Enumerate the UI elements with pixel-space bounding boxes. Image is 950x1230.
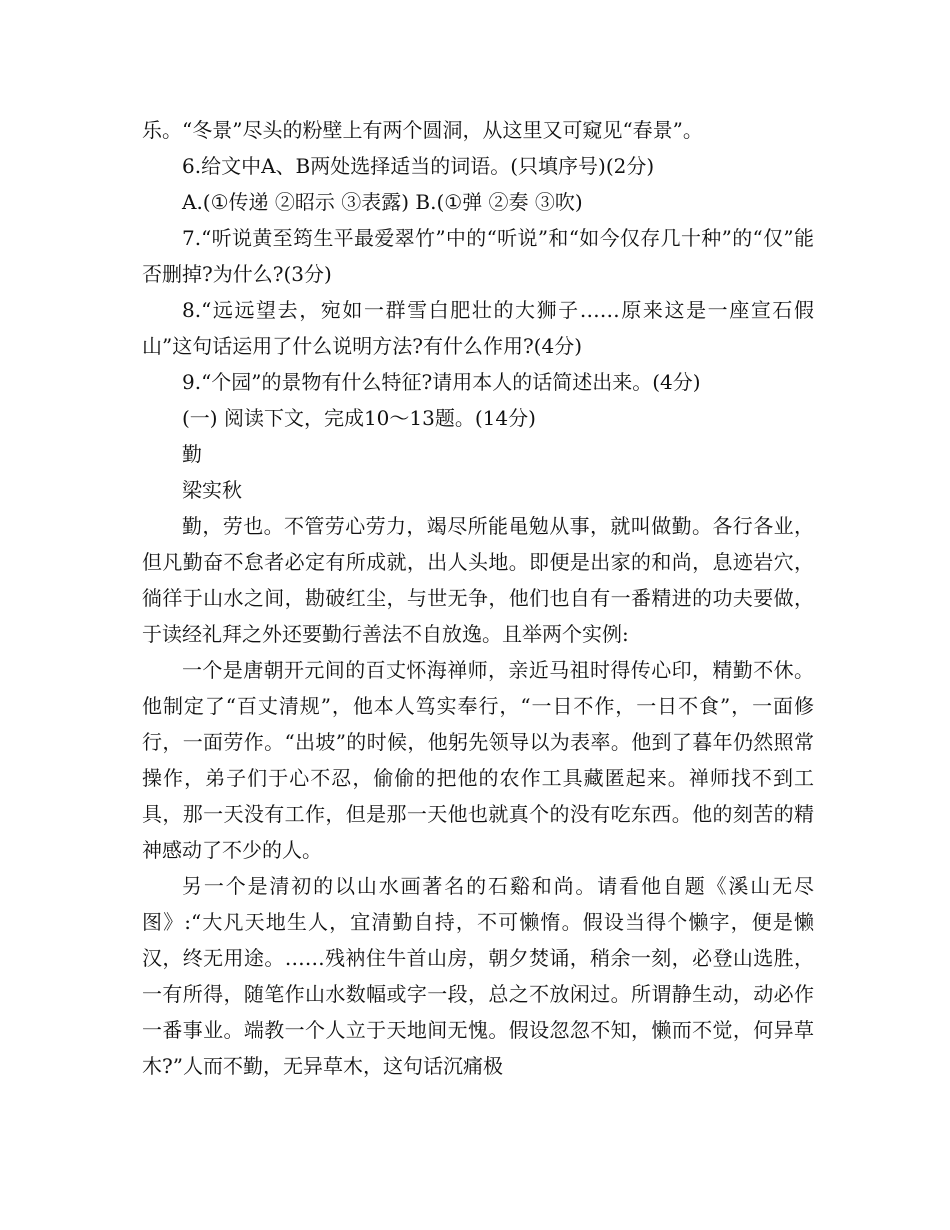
document-body — [142, 112, 814, 1084]
question-9: 9.“个园”的景物有什么特征?请用本人的话简述出来。(4分) — [182, 370, 701, 394]
question-6: 6.给文中A、B两处选择适当的词语。(只填序号)(2分) — [182, 154, 655, 178]
article-title: 勤 — [182, 442, 202, 466]
section-instruction: (一) 阅读下文，完成10～13题。(14分) — [182, 406, 536, 430]
paragraph-continuation: 乐。“冬景”尽头的粉壁上有两个圆洞，从这里又可窥见“春景”。 — [142, 118, 703, 142]
question-8: 8.“远远望去，宛如一群雪白肥壮的大狮子……原来这是一座宣石假山”这句话运用了什么说明方法?有什么作用?(4分) — [142, 298, 814, 358]
question-6-options: A.(①传递 ②昭示 ③表露) B.(①弹 ②奏 ③吹) — [182, 190, 583, 214]
article-paragraph-1: 勤，劳也。不管劳心劳力，竭尽所能黾勉从事，就叫做勤。各行各业，但凡勤奋不怠者必定有所成就，出人头地。即便是出家的和尚，息迹岩穴，徜徉于山水之间，勘破红尘，与世无争，他们也自有一番精进的功夫要做，于读经礼拜之外还要勤行善法不自放逸。且举两个实例: — [142, 514, 814, 646]
article-paragraph-2: 一个是唐朝开元间的百丈怀海禅师，亲近马祖时得传心印，精勤不休。他制定了“百丈清规”，他本人笃实奉行，“一日不作，一日不食”，一面修行，一面劳作。“出坡”的时候，他躬先领导以为表率。他到了暮年仍然照常操作，弟子们于心不忍，偷偷的把他的农作工具藏匿起来。禅师找不到工具，那一天没有工作，但是那一天他也就真个的没有吃东西。他的刻苦的精神感动了不少的人。 — [142, 658, 814, 862]
question-7: 7.“听说黄至筠生平最爱翠竹”中的“听说”和“如今仅存几十种”的“仅”能否删掉?为什么?(3分) — [142, 226, 814, 286]
article-paragraph-3: 另一个是清初的以山水画著名的石谿和尚。请看他自题《溪山无尽图》:“大凡天地生人，宜清勤自持，不可懒惰。假设当得个懒字，便是懒汉，终无用途。……残衲住牛首山房，朝夕焚诵，稍余一刻，必登山选胜，一有所得，随笔作山水数幅或字一段，总之不放闲过。所谓静生动，动必作一番事业。端教一个人立于天地间无愧。假设忽忽不知，懒而不觉，何异草木?”人而不勤，无异草木，这句话沉痛极 — [142, 874, 814, 1078]
article-author: 梁实秋 — [182, 478, 242, 502]
